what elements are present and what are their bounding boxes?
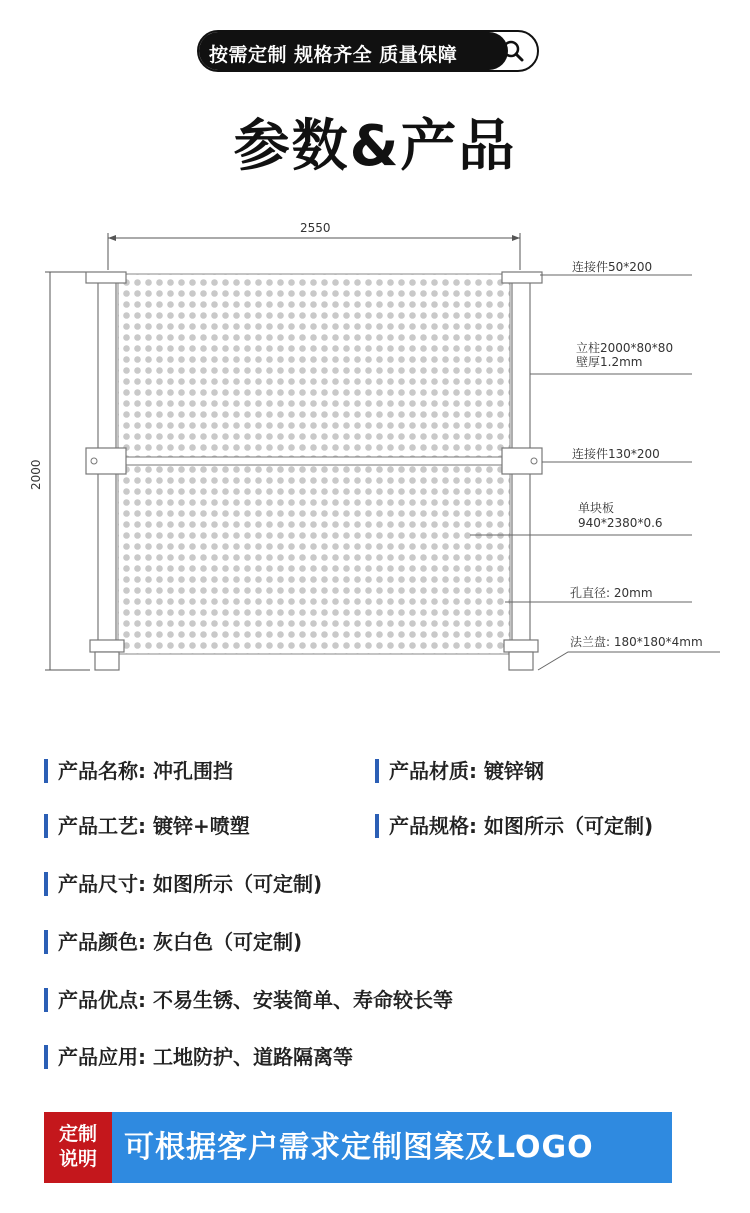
connector-top-label: 连接件50*200: [572, 260, 653, 274]
spec-bar: [44, 1045, 48, 1069]
page-title: 参数&产品: [233, 114, 517, 179]
spec-bar: [44, 988, 48, 1012]
spec-bar: [375, 759, 379, 783]
slogan-pill: [197, 30, 539, 72]
fence-diagram: [0, 200, 750, 700]
search-icon[interactable]: [501, 39, 525, 63]
panel-label: 单块板: [578, 501, 615, 515]
post-size-label: 立柱2000*80*80: [576, 341, 674, 355]
flange-label: 法兰盘: 180*180*4mm: [570, 635, 703, 649]
spec-process: 产品工艺: 镀锌+喷塑: [44, 812, 250, 840]
spec-name: 产品名称: 冲孔围挡: [44, 757, 233, 785]
panel-size-label: 940*2380*0.6: [578, 516, 663, 530]
spec-size: 产品尺寸: 如图所示（可定制): [44, 870, 322, 898]
spec-bar: [44, 759, 48, 783]
custom-banner: 可根据客户需求定制图案及LOGO: [112, 1112, 672, 1183]
hole-diameter-label: 孔直径: 20mm: [570, 586, 653, 600]
custom-tag-line1: 定制: [58, 1123, 97, 1145]
custom-tag-line2: 说明: [58, 1148, 97, 1170]
connector-middle-label: 连接件130*200: [572, 447, 660, 461]
spec-color: 产品颜色: 灰白色（可定制): [44, 928, 302, 956]
width-dimension-label: 2550: [300, 221, 331, 235]
spec-bar: [44, 872, 48, 896]
spec-application: 产品应用: 工地防护、道路隔离等: [44, 1043, 353, 1071]
spec-advantage: 产品优点: 不易生锈、安装简单、寿命较长等: [44, 986, 453, 1014]
spec-bar: [44, 814, 48, 838]
slogan-text: 按需定制 规格齐全 质量保障: [209, 44, 458, 66]
post-thickness-label: 壁厚1.2mm: [576, 355, 643, 369]
spec-material: 产品材质: 镀锌钢: [375, 757, 544, 785]
spec-specification: 产品规格: 如图所示（可定制): [375, 812, 653, 840]
custom-tag: [44, 1112, 112, 1183]
spec-bar: [375, 814, 379, 838]
spec-bar: [44, 930, 48, 954]
height-dimension-label: 2000: [29, 459, 43, 490]
